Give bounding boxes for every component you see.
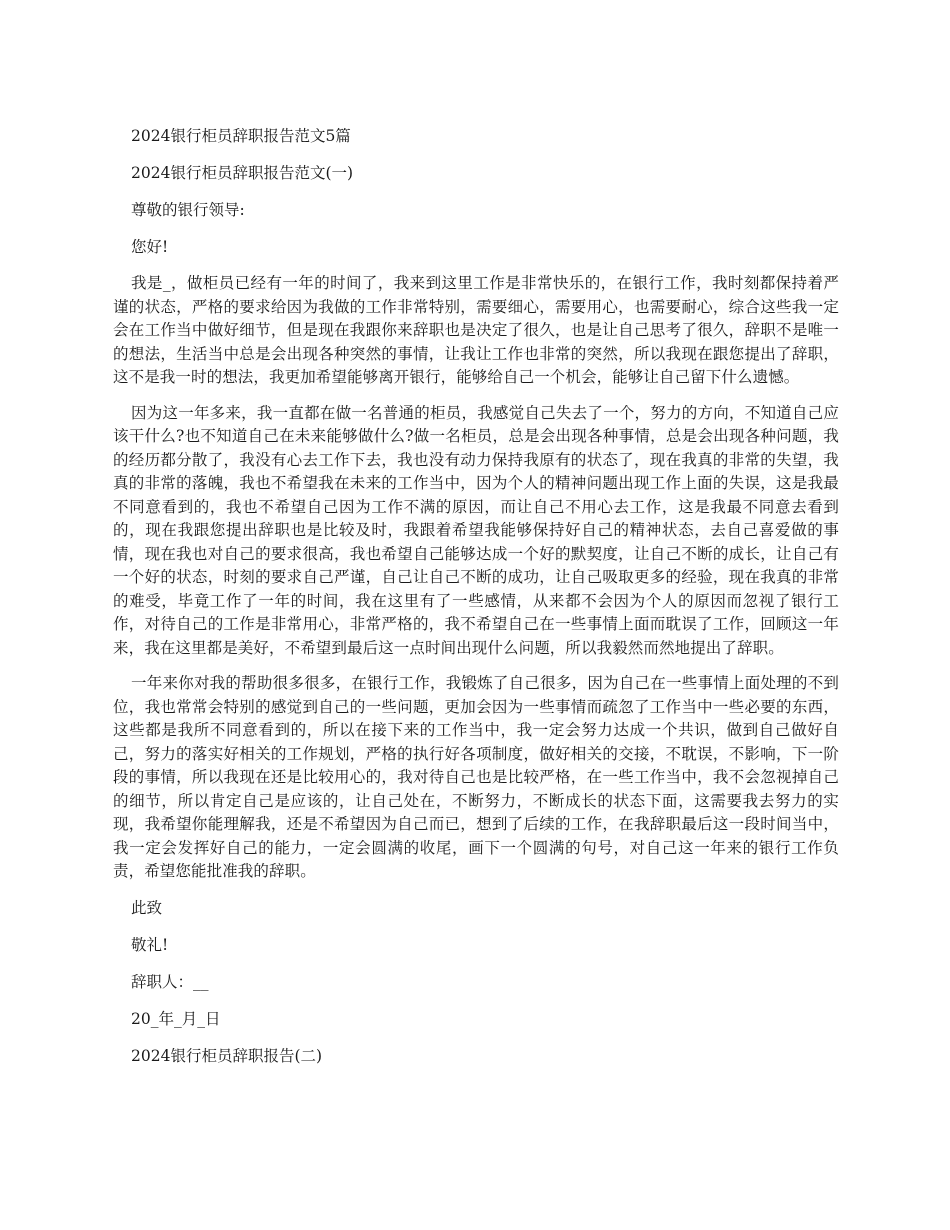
document-page [113, 124, 839, 1081]
salutation: 尊敬的银行领导: [131, 201, 245, 219]
date-line: 20_年_月_日 [131, 1009, 221, 1028]
signature-line: 辞职人：__ [131, 972, 209, 991]
document-title: 2024银行柜员辞职报告范文5篇 [131, 127, 351, 145]
section-heading-2: 2024银行柜员辞职报告(二) [131, 1046, 323, 1065]
greeting: 您好! [131, 238, 169, 256]
section-heading-1: 2024银行柜员辞职报告范文(一) [131, 164, 354, 182]
closing-line-1: 此致 [131, 898, 163, 917]
body-paragraph-3: 一年来你对我的帮助很多很多，在银行工作，我锻炼了自己很多，因为自己在一些事情上面处理的不到位，我也常常会特别的感觉到自己的一些问题，更加会因为一些事情而疏忽了工作当中一些必要的东西，这些都是我所不同意看到的，所以在接下来的工作当中，我一定会努力达成一个共识，做到自己做好自己，努力的落实好相关的工作规划，严格的执行好各项制度，做好相关的交接，不耽误，不影响，下一阶段的事情，所以我现在还是比较用心的，我对待自己也是比较严格，在一些工作当中，我不会忽视掉自己的细节，所以肯定自己是应该的，让自己处在，不断努力，不断成长的状态下面，这需要我去努力的实现，我希望你能理解我，还是不希望因为自己而已，想到了后续的工作，在我辞职最后这一段时间当中，我一定会发挥好自己的能力，一定会圆满的收尾，画下一个圆满的句号，对自己这一年来的银行工作负责，希望您能批准我的辞职。 [113, 674, 839, 880]
body-paragraph-1: 我是_，做柜员已经有一年的时间了，我来到这里工作是非常快乐的，在银行工作，我时刻都保持着严谨的状态，严格的要求给因为我做的工作非常特别，需要细心，需要用心，也需要耐心，综合这些我一定会在工作当中做好细节，但是现在我跟你来辞职也是决定了很久，也是让自己思考了很久，辞职不是唯一的想法，生活当中总是会出现各种突然的事情，让我让工作也非常的突然，所以我现在跟您提出了辞职，这不是我一时的想法，我更加希望能够离开银行，能够给自己一个机会，能够让自己留下什么遗憾。 [113, 274, 839, 386]
body-paragraph-2: 因为这一年多来，我一直都在做一名普通的柜员，我感觉自己失去了一个，努力的方向，不知道自己应该干什么?也不知道自己在未来能够做什么?做一名柜员，总是会出现各种事情，总是会出现各种问题，我的经历都分散了，我没有心去工作下去，我也没有动力保持我原有的状态了，现在我真的非常的失望，我真的非常的落魄，我也不希望我在未来的工作当中，因为个人的精神问题出现工作上面的失误，这是我最不同意看到的，我也不希望自己因为工作不满的原因，而让自己不用心去工作，这是我最不同意去看到的，现在我跟您提出辞职也是比较及时，我跟着希望我能够保持好自己的精神状态，去自己喜爱做的事情，现在我也对自己的要求很高，我也希望自己能够达成一个好的默契度，让自己不断的成长，让自己有一个好的状态，时刻的要求自己严谨，自己让自己不断的成功，让自己吸取更多的经验，现在我真的非常的难受，毕竟工作了一年的时间，我在这里有了一些感情，从来都不会因为个人的原因而忽视了银行工作，对待自己的工作是非常用心，非常严格的，我不希望自己在一些事情上面而耽误了工作，回顾这一年来，我在这里都是美好，不希望到最后这一点时间出现什么问题，所以我毅然而然地提出了辞职。 [113, 403, 839, 657]
closing-line-2: 敬礼! [131, 935, 169, 954]
